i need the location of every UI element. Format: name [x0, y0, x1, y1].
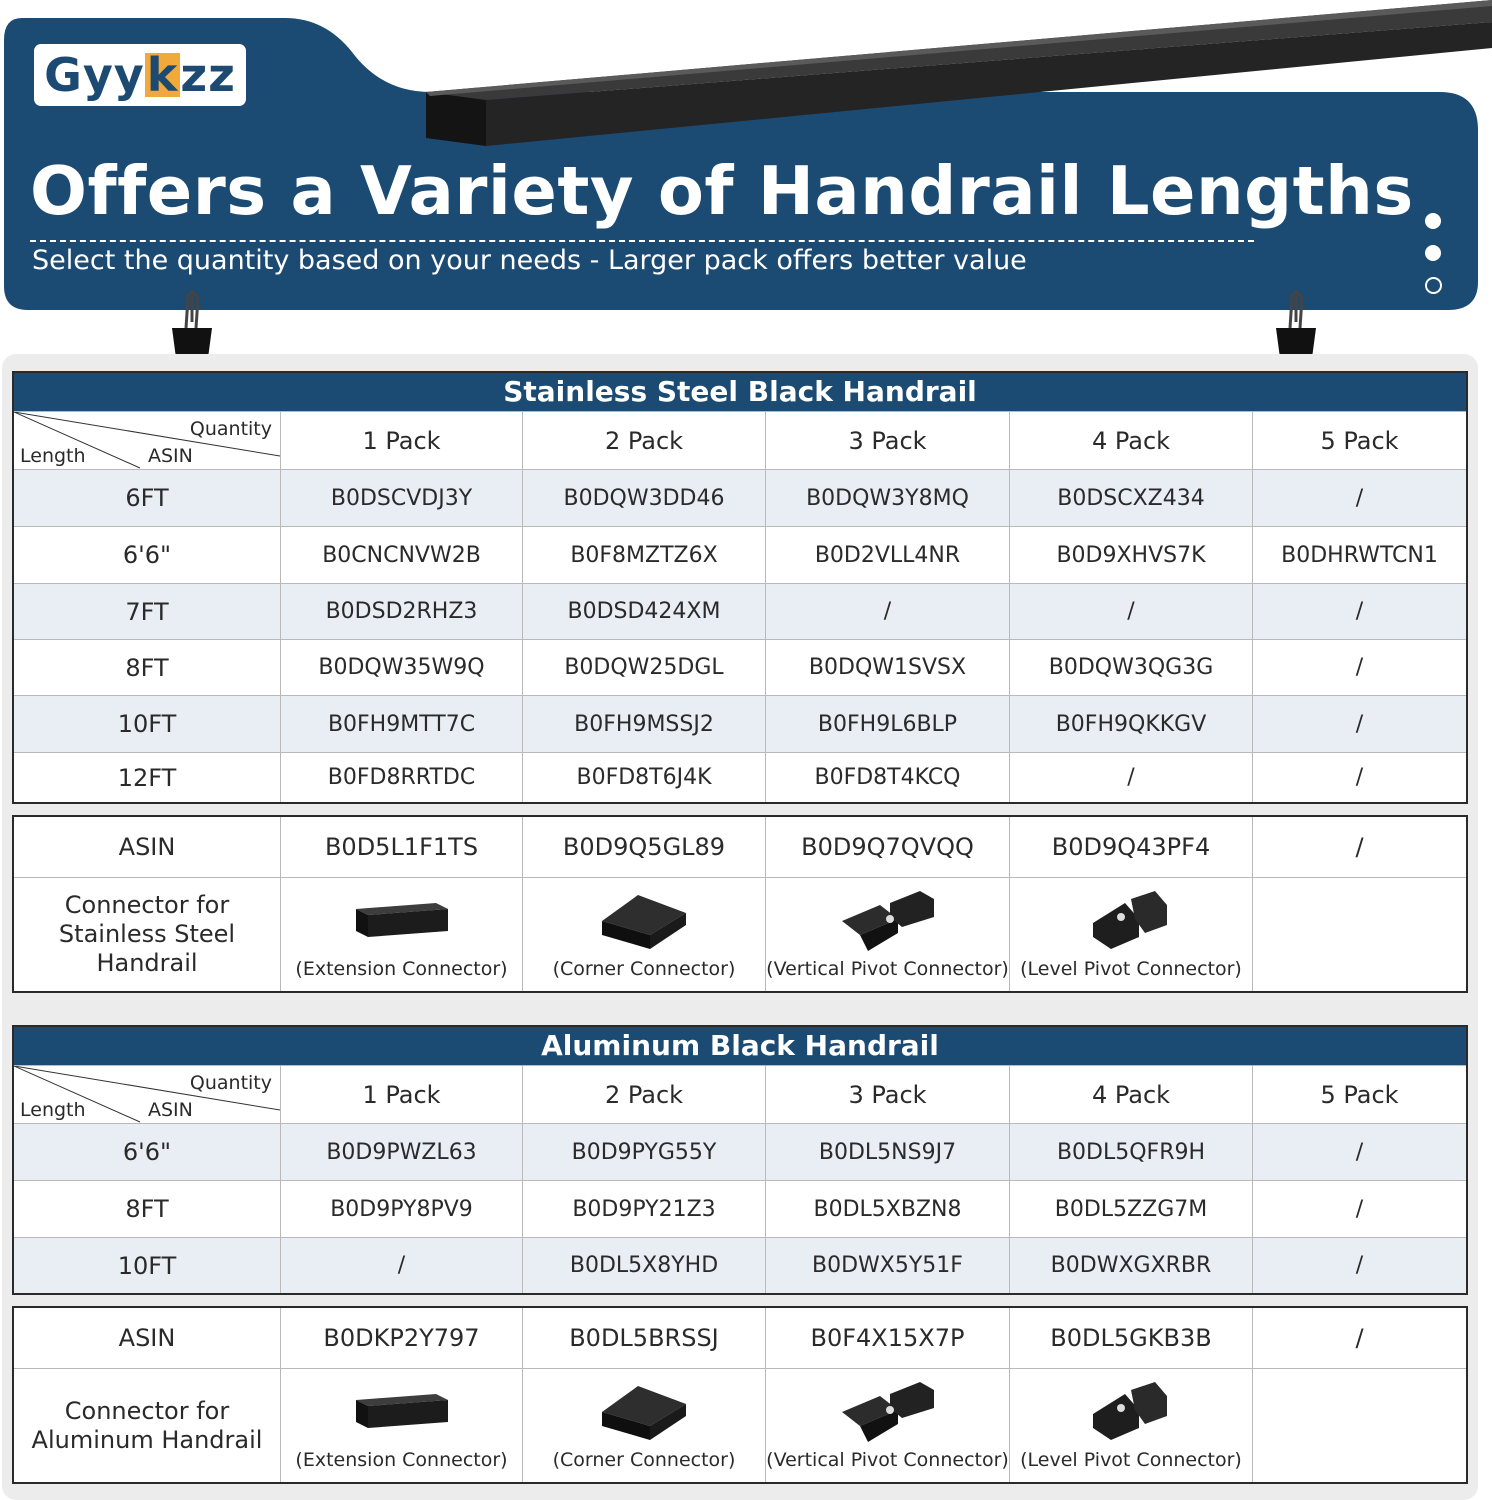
asin-row-label: ASIN [118, 833, 176, 861]
pack-header: 5 Pack [1252, 1066, 1466, 1123]
banner [0, 0, 1492, 320]
corner-connector-icon [598, 891, 690, 951]
asin-cell: B0DWX5Y51F [765, 1238, 1009, 1293]
asin-cell: B0DHRWTCN1 [1252, 527, 1466, 583]
quantity-label: Quantity [189, 1072, 272, 1094]
level-pivot-connector-icon [1091, 1380, 1171, 1444]
pagination-dot-2 [1425, 245, 1441, 261]
table-title: Stainless Steel Black Handrail [14, 373, 1466, 411]
connector-row-label: Connector for Stainless Steel Handrail [58, 891, 236, 977]
pack-header: 2 Pack [522, 412, 765, 469]
asin-cell: B0DQW1SVSX [765, 640, 1009, 695]
steel-handrail-table [12, 371, 1468, 804]
asin-cell: B0DQW35W9Q [280, 640, 522, 695]
table-row [14, 1123, 1466, 1180]
asin-cell: / [280, 1238, 522, 1293]
asin-cell: B0DL5QFR9H [1009, 1124, 1252, 1180]
asin-cell: B0FH9MTT7C [280, 696, 522, 752]
asin-cell: / [1252, 1181, 1466, 1237]
quantity-label: Quantity [189, 418, 272, 440]
asin-cell: / [1009, 753, 1252, 802]
asin-cell: B0DWXGXRBR [1009, 1238, 1252, 1293]
table-row [14, 752, 1466, 802]
table-row [14, 1237, 1466, 1293]
asin-label: ASIN [148, 1099, 193, 1121]
asin-cell: B0DL5XBZN8 [765, 1181, 1009, 1237]
pack-header: 4 Pack [1009, 1066, 1252, 1123]
asin-cell: B0DSCXZ434 [1009, 470, 1252, 526]
connector-asin-cell: B0F4X15X7P [765, 1308, 1009, 1368]
asin-cell: B0D9PY8PV9 [280, 1181, 522, 1237]
asin-cell: B0FD8RRTDC [280, 753, 522, 802]
connector-asin-cell: B0D9Q5GL89 [522, 817, 765, 877]
pack-header: 1 Pack [280, 1066, 522, 1123]
length-cell: 8FT [125, 653, 169, 682]
table-title: Aluminum Black Handrail [14, 1027, 1466, 1065]
pagination-dot-3 [1425, 277, 1442, 294]
page-title: Offers a Variety of Handrail Lengths [30, 152, 1414, 230]
asin-cell: B0D2VLL4NR [765, 527, 1009, 583]
extension-connector-icon [352, 1390, 452, 1434]
connector-asin-cell: B0D9Q43PF4 [1009, 817, 1252, 877]
vertical-pivot-connector-icon [840, 1380, 936, 1444]
empty-connector-cell [1252, 1369, 1466, 1482]
table-row [14, 695, 1466, 752]
asin-cell: B0DQW3QG3G [1009, 640, 1252, 695]
length-cell: 6'6" [122, 541, 172, 569]
asin-cell: B0DQW25DGL [522, 640, 765, 695]
length-cell: 12FT [117, 763, 177, 792]
asin-cell: B0DQW3Y8MQ [765, 470, 1009, 526]
asin-cell: / [1252, 1238, 1466, 1293]
binder-clip-icon [1272, 288, 1320, 360]
asin-cell: / [1252, 753, 1466, 802]
table-row [14, 1180, 1466, 1237]
asin-cell: / [1252, 640, 1466, 695]
header-corner-cell [14, 412, 280, 469]
header-corner-cell [14, 1066, 280, 1123]
asin-cell: B0FH9QKKGV [1009, 696, 1252, 752]
vertical-pivot-connector-icon [840, 889, 936, 953]
table-row [14, 583, 1466, 639]
asin-cell: / [1009, 584, 1252, 639]
pagination-dot-1 [1425, 213, 1441, 229]
corner-connector-cell: (Corner Connector) [522, 1369, 765, 1482]
connector-asin-cell: / [1252, 1308, 1466, 1368]
connector-asin-row [14, 1308, 1466, 1368]
corner-connector-icon [598, 1382, 690, 1442]
corner-connector-cell: (Corner Connector) [522, 878, 765, 991]
asin-cell: / [1252, 584, 1466, 639]
level-pivot-connector-cell: (Level Pivot Connector) [1009, 878, 1252, 991]
vertical-pivot-connector-cell: (Vertical Pivot Connector) [765, 878, 1009, 991]
length-cell: 10FT [117, 710, 177, 738]
connector-asin-cell: B0D9Q7QVQQ [765, 817, 1009, 877]
table-header-row [14, 411, 1466, 469]
table-row [14, 526, 1466, 583]
connector-image-row [14, 1368, 1466, 1482]
brand-logo: Gyykzz [34, 44, 246, 106]
asin-cell: B0D9PYG55Y [522, 1124, 765, 1180]
connector-asin-cell: / [1252, 817, 1466, 877]
length-cell: 6'6" [122, 1138, 172, 1166]
pack-header: 3 Pack [765, 412, 1009, 469]
asin-cell: B0FD8T6J4K [522, 753, 765, 802]
connector-image-row [14, 877, 1466, 991]
asin-cell: B0D9PWZL63 [280, 1124, 522, 1180]
asin-cell: B0FH9MSSJ2 [522, 696, 765, 752]
asin-cell: / [765, 584, 1009, 639]
pack-header: 3 Pack [765, 1066, 1009, 1123]
asin-cell: B0FH9L6BLP [765, 696, 1009, 752]
asin-cell: B0DSD424XM [522, 584, 765, 639]
asin-row-label: ASIN [118, 1324, 176, 1352]
asin-cell: B0DQW3DD46 [522, 470, 765, 526]
asin-cell: B0DSCVDJ3Y [280, 470, 522, 526]
dashed-divider [30, 240, 1254, 242]
length-cell: 7FT [125, 597, 169, 626]
connector-asin-cell: B0D5L1F1TS [280, 817, 522, 877]
asin-cell: B0DSD2RHZ3 [280, 584, 522, 639]
extension-connector-icon [352, 899, 452, 943]
asin-cell: B0F8MZTZ6X [522, 527, 765, 583]
extension-connector-cell: (Extension Connector) [280, 878, 522, 991]
asin-cell: / [1252, 470, 1466, 526]
pack-header: 5 Pack [1252, 412, 1466, 469]
length-label: Length [20, 1099, 86, 1121]
asin-cell: B0D9XHVS7K [1009, 527, 1252, 583]
length-cell: 6FT [125, 484, 169, 512]
pack-header: 2 Pack [522, 1066, 765, 1123]
steel-connector-table [12, 815, 1468, 993]
level-pivot-connector-icon [1091, 889, 1171, 953]
connector-row-label: Connector for Aluminum Handrail [31, 1396, 263, 1454]
length-label: Length [20, 445, 86, 467]
connector-asin-cell: B0DKP2Y797 [280, 1308, 522, 1368]
asin-cell: B0CNCNVW2B [280, 527, 522, 583]
asin-cell: B0FD8T4KCQ [765, 753, 1009, 802]
asin-cell: / [1252, 1124, 1466, 1180]
aluminum-connector-table [12, 1306, 1468, 1484]
asin-cell: B0DL5ZZG7M [1009, 1181, 1252, 1237]
aluminum-handrail-table [12, 1025, 1468, 1295]
vertical-pivot-connector-cell: (Vertical Pivot Connector) [765, 1369, 1009, 1482]
asin-cell: / [1252, 696, 1466, 752]
connector-asin-cell: B0DL5BRSSJ [522, 1308, 765, 1368]
page-subtitle: Select the quantity based on your needs - Larger pack offers better value [32, 245, 1027, 276]
asin-cell: B0DL5NS9J7 [765, 1124, 1009, 1180]
table-row [14, 639, 1466, 695]
level-pivot-connector-cell: (Level Pivot Connector) [1009, 1369, 1252, 1482]
pack-header: 4 Pack [1009, 412, 1252, 469]
table-header-row [14, 1065, 1466, 1123]
binder-clip-icon [168, 288, 216, 360]
connector-asin-row [14, 817, 1466, 877]
empty-connector-cell [1252, 878, 1466, 991]
asin-cell: B0DL5X8YHD [522, 1238, 765, 1293]
extension-connector-cell: (Extension Connector) [280, 1369, 522, 1482]
length-cell: 8FT [125, 1195, 169, 1223]
table-row [14, 469, 1466, 526]
connector-asin-cell: B0DL5GKB3B [1009, 1308, 1252, 1368]
pack-header: 1 Pack [280, 412, 522, 469]
asin-cell: B0D9PY21Z3 [522, 1181, 765, 1237]
length-cell: 10FT [117, 1251, 177, 1280]
asin-label: ASIN [148, 445, 193, 467]
